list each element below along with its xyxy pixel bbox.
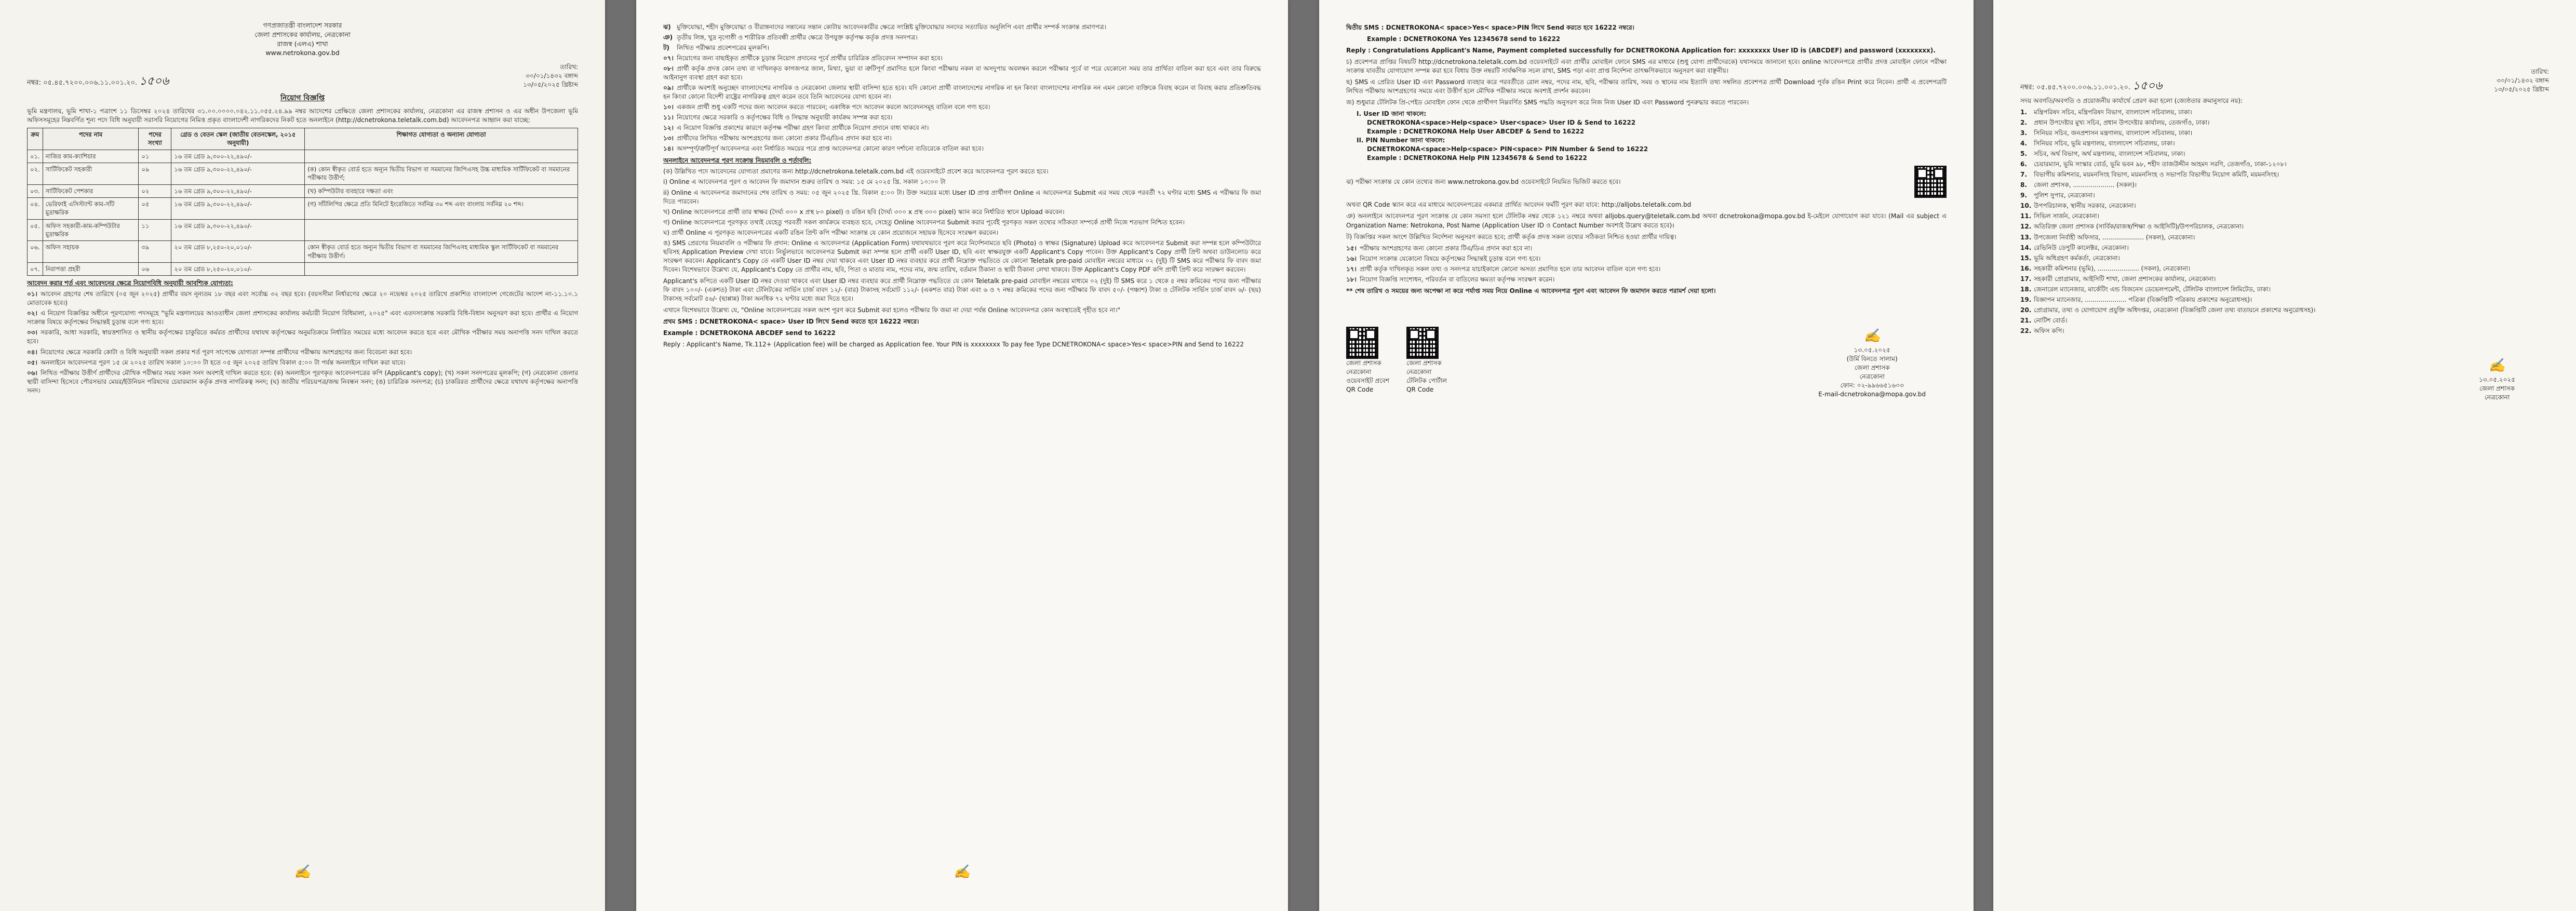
online-section-heading: অনলাইনে আবেদনপত্র পূরণ সংক্রান্ত নিয়মাবলি ও শর্তাবলি: bbox=[663, 157, 812, 165]
table-cell: ১১ bbox=[139, 219, 171, 241]
item-text: চেয়ারম্যান, ভূমি সংস্কার বোর্ড, ভূমি ভবন ৯৮, শহীদ তাজউদ্দীন আহমদ সরণি, তেজগাঁও, ঢাকা-১২০৮। bbox=[2034, 160, 2287, 168]
item-text: মন্ত্রিপরিষদ সচিব, মন্ত্রিপরিষদ বিভাগ, বাংলাদেশ সচিবালয়, ঢাকা। bbox=[2034, 109, 2192, 116]
sms1-instruction: প্রথম SMS : DCNETROKONA< space> User ID লিখে Send করতে হবে 16222 নম্বরে। bbox=[663, 317, 919, 325]
recovery-ii-label: II. PIN Number জানা থাকলে: bbox=[1357, 137, 1445, 144]
signature: ✍ bbox=[2488, 357, 2506, 373]
item-text: সরকারি, আধা সরকারি, স্বায়ত্তশাসিত ও স্থানীয় কর্তৃপক্ষের চাকুরিতে কর্মরত প্রার্থীদের যথাযথ কর্তৃপক্ষের অনুমতিক্রমে নির্ধারিত সময়ের মধ্যে আবেদন করতে হবে এবং মৌখিক পরীক্ষার সময় অনাপত্তি সনদ দাখিল করতে হবে। bbox=[27, 329, 578, 345]
document-page-1 bbox=[0, 0, 605, 911]
memo-number: নম্বর: ০৫.৪৫.৭২০০.০০৬.১১.০০১.২০. ১৫০৬ bbox=[2020, 79, 2163, 92]
rule-n: ঞ) অনলাইনে আবেদনপত্র পূরণ সংক্রান্ত যে কোন সমস্যা হলে টেলিটক নম্বর থেকে ১২১ নম্বরে অথবা alljobs.query@teletalk.com.bd অথবা dcnetrokona@mopa.gov.bd ই-মেইলে যোগাযোগ করা যাবে। (Mail এর subject এ Organization Name: Netrokona, Post Name (Application User ID ও Contact Number অবশ্যই উল্লেখ করতে হবে)। bbox=[1346, 212, 1947, 229]
list-item bbox=[27, 358, 578, 367]
list-item bbox=[2020, 118, 2549, 127]
list-item bbox=[2020, 264, 2549, 273]
table-header-cell: ক্রম bbox=[28, 128, 43, 150]
item-number: ১৭। bbox=[1346, 265, 1357, 273]
item-number: 1. bbox=[2020, 109, 2027, 116]
table-cell: ১৬ তম গ্রেড ৯,৩০০-২২,৪৯০/- bbox=[171, 184, 305, 197]
item-text: অনলাইনে আবেদনপত্র পূরণ ১৫ মে ২০২৫ তারিখ সকাল ১০:০০ টা হতে ০৫ জুন ২০২৫ তারিখ বিকাল ৫:০০ টা পর্যন্ত অনলাইনে দাখিল করা যাবে। bbox=[41, 358, 406, 366]
list-item: i) Online এ আবেদনপত্র পূরণ ও আবেদন ফি জমাদান শুরুর তারিখ ও সময়: ১৫ মে ২০২৫ খ্রি. সকাল ১০:০০ টা bbox=[663, 178, 946, 186]
signatory bbox=[2445, 356, 2549, 402]
item-text: এ নিয়োগ বিজ্ঞপ্তি প্রকাশের কারণে কর্তৃপক্ষ পরীক্ষা গ্রহণ কিংবা প্রার্থীকে নিয়োগ প্রদানে বাধ্য থাকবে না। bbox=[677, 124, 929, 132]
list-item: খ) Online আবেদনপত্রে প্রার্থী তার স্বাক্ষর (দৈর্ঘ্য ৩০০ x প্রস্থ ৮০ pixel) ও রঙিন ছবি (দৈর্ঘ্য ৩০০ x প্রস্থ ৩০০ pixel) স্ক্যান করে নির্ধারিত স্থানে Upload করবেন। bbox=[663, 208, 1065, 216]
table-cell: (ক) কোন স্বীকৃত বোর্ড হতে অন্যূন দ্বিতীয় বিভাগ বা সমমানের জিপিএসহ উচ্চ মাধ্যমিক সার্টিফিকেট বা সমমানের পরীক্ষায় উত্তীর্ণ; bbox=[305, 163, 578, 185]
date-block: তারিখ: ৩০/০১/১৪৩২ বঙ্গাব্দ ১৩/০৫/২০২৫ খ্রিষ্টাব্দ bbox=[523, 63, 578, 89]
item-text: জেলা প্রশাসক, ..................... (সকল)। bbox=[2034, 181, 2137, 189]
list-item bbox=[2020, 170, 2549, 179]
sms2-example: Example : DCNETROKONA Yes 12345678 send to 16222 bbox=[1367, 35, 1561, 43]
page-3-content bbox=[1346, 21, 1947, 399]
list-item bbox=[2020, 244, 2549, 252]
qr-code-icon bbox=[1914, 166, 1947, 198]
vacancy-table bbox=[27, 128, 578, 276]
conditions-list-cont bbox=[663, 23, 1261, 153]
conditions-list-end bbox=[1346, 244, 1947, 284]
item-text: প্রার্থীদের লিখিত পরীক্ষায় অংশগ্রহণের জন্য কোনো প্রকার টিএ/ডিএ প্রদান করা হবে না। bbox=[677, 135, 892, 142]
signature-date: ১৩.০৫.২০২৫ bbox=[2478, 376, 2515, 383]
qr-code-icon bbox=[1406, 327, 1439, 359]
item-number: 21. bbox=[2020, 316, 2032, 324]
page-1-content bbox=[27, 21, 578, 397]
item-text: প্রার্থীকে অবশ্যই অনুচ্ছেদ বাংলাদেশের নাগরিক ও নেত্রকোনা জেলার স্থায়ী বাসিন্দা হতে হবে। যদি কোনো প্রার্থী বাংলাদেশের নাগরিক না হন কিংবা বাংলাদেশের নাগরিক নন এমন কোনো ব্যক্তিকে বিবাহ করেন বা বিবাহ করার প্রতিশ্রুতিবদ্ধ হন কিংবা কোনো বিদেশী রাষ্ট্রের নাগরিকত্ব গ্রহণ করেন তবে তিনি আবেদনের যোগ্য হবেন না। bbox=[663, 84, 1261, 101]
item-number: 2. bbox=[2020, 119, 2027, 127]
table-cell: (খ) কম্পিউটার ব্যবহারে দক্ষতা এবং bbox=[305, 184, 578, 197]
qr-group bbox=[1346, 327, 1453, 399]
item-number: 12. bbox=[2020, 223, 2032, 231]
list-item bbox=[2020, 191, 2549, 200]
table-body bbox=[28, 150, 578, 276]
table-row bbox=[28, 163, 578, 185]
item-number: ১২। bbox=[663, 124, 674, 132]
item-text: নিয়োগ সংক্রান্ত যেকোনো বিষয়ে কর্তৃপক্ষের সিদ্ধান্তই চূড়ান্ত বলে গণ্য হবে। bbox=[1360, 254, 1541, 262]
list-item bbox=[2020, 254, 2549, 263]
sms2-reply: Reply : Congratulations Applicant's Name, Payment completed successfully for DCNETROKONA Application for: xxxxxxxx User ID is (ABCDEF) and password (xxxxxxxx). bbox=[1346, 47, 1936, 55]
item-number: ০৮। bbox=[663, 65, 674, 73]
item-number: ০৪। bbox=[27, 348, 37, 356]
signature: ✍ bbox=[1863, 328, 1881, 344]
list-item bbox=[2020, 296, 2549, 304]
list-item: ঘ) প্রার্থী Online এ পূরণকৃত আবেদনপত্রের একটি রঙিন প্রিন্ট কপি পরীক্ষা সংক্রান্ত যে কোন প্রয়োজনে সহায়ক হিসেবে সংরক্ষণ করবেন। bbox=[663, 229, 999, 236]
table-cell: ০২ bbox=[139, 184, 171, 197]
conditions-list bbox=[27, 290, 578, 395]
list-item bbox=[663, 64, 1261, 82]
item-text: মুক্তিযোদ্ধা, শহীদ মুক্তিযোদ্ধা ও বীরাঙ্গনাদের সন্তানের সন্তান কোটায় আবেদনকারীর ক্ষেত্রে সংশ্লিষ্ট মুক্তিযোদ্ধার সনদের সত্যায়িত অনুলিপি এবং প্রার্থীর সম্পর্ক সংক্রান্ত প্রমাণপত্র। bbox=[677, 23, 1106, 31]
list-item bbox=[663, 113, 1261, 122]
list-item bbox=[1346, 254, 1947, 263]
table-cell: ০৬. bbox=[28, 241, 43, 263]
table-header-cell: শিক্ষাগত যোগ্যতা ও অন্যান্য যোগ্যতা bbox=[305, 128, 578, 150]
document-page-4 bbox=[1993, 0, 2576, 911]
list-item bbox=[1346, 275, 1947, 284]
item-text: সচিব, অর্থ বিভাগ, অর্থ মন্ত্রণালয়, বাংলাদেশ সচিবালয়, ঢাকা। bbox=[2034, 150, 2185, 158]
list-item bbox=[27, 348, 578, 357]
page-4-content bbox=[2020, 68, 2549, 402]
item-number: ০৫। bbox=[27, 358, 37, 366]
qr-portal bbox=[1406, 327, 1453, 399]
office-name: জেলা প্রশাসকের কার্যালয়, নেত্রকোনা bbox=[254, 30, 351, 38]
signer-email: E-mail-dcnetrokona@mopa.gov.bd bbox=[1818, 390, 1926, 398]
list-item bbox=[2020, 108, 2549, 117]
signer-place: নেত্রকোনা bbox=[2484, 393, 2510, 401]
item-number: ১০। bbox=[663, 103, 674, 111]
date-block: তারিখ: ৩০/০১/১৪৩২ বঙ্গাব্দ ১৩/০৫/২০২৫ খ্রিষ্টাব্দ bbox=[2494, 68, 2549, 94]
table-cell: অফিস সহায়ক bbox=[43, 241, 139, 263]
table-cell: ২০ তম গ্রেড ৮,২৫০-২০,০১০/- bbox=[171, 262, 305, 275]
list-item bbox=[2020, 212, 2549, 221]
list-item bbox=[663, 23, 1261, 32]
table-header-cell: পদের সংখ্যা bbox=[139, 128, 171, 150]
table-cell: ১৬ তম গ্রেড ৯,৩০০-২২,৪৯০/- bbox=[171, 163, 305, 185]
recovery-ii-example: Example : DCNETROKONA Help PIN 12345678 & Send to 16222 bbox=[1367, 154, 1587, 162]
table-cell: ০৫. bbox=[28, 219, 43, 241]
table-cell: ০৯ bbox=[139, 163, 171, 185]
item-text: লিখিত পরীক্ষার প্রবেশপত্রের মূলকপি। bbox=[677, 44, 769, 52]
table-cell: ০৪. bbox=[28, 198, 43, 220]
letterhead bbox=[27, 21, 578, 58]
list-item bbox=[2020, 222, 2549, 231]
table-cell: ভেরিফাই এসিস্ট্যান্ট কাম-সাঁট মুদ্রাক্ষরিক bbox=[43, 198, 139, 220]
online-rules-list bbox=[663, 167, 1261, 274]
item-number: 17. bbox=[2020, 275, 2032, 283]
item-text: সহকারী প্রোগ্রামার, আইসিটি শাখা, জেলা প্রশাসকের কার্যালয়, নেত্রকোনা। bbox=[2034, 275, 2216, 283]
table-cell: ০১. bbox=[28, 150, 43, 163]
list-item bbox=[1346, 265, 1947, 274]
item-number: ১৪। bbox=[663, 145, 674, 153]
table-cell: কোন স্বীকৃত বোর্ড হতে অন্যূন দ্বিতীয় বিভাগ বা সমমানের জিপিএসহ মাধ্যমিক স্কুল সার্টিফিকেট বা সমমানের পরীক্ষায় উত্তীর্ণ। bbox=[305, 241, 578, 263]
rule-j: জ) শুধুমাত্র টেলিটক প্রি-পেইড মোবাইল ফোন থেকে প্রার্থীগণ নিম্নবর্ণিত SMS পদ্ধতি অনুসরণ করে নিজ নিজ User ID এবং Password পুনরুদ্ধার করতে পারবেন। bbox=[1346, 99, 1749, 106]
recovery-i-example: Example : DCNETROKONA Help User ABCDEF & Send to 16222 bbox=[1367, 128, 1585, 136]
item-number: ১৫। bbox=[1346, 244, 1357, 252]
item-text: অফিস কপি। bbox=[2034, 327, 2064, 334]
item-number: ১৩। bbox=[663, 135, 674, 142]
recovery-i-line: DCNETROKONA<space>Help<space> User<space> User ID & Send to 16222 bbox=[1367, 119, 1636, 127]
table-cell bbox=[305, 262, 578, 275]
qr-code-icon bbox=[1346, 327, 1378, 359]
item-number: ১৬। bbox=[1346, 254, 1357, 262]
list-item bbox=[663, 103, 1261, 112]
item-text: রেভিনিউ ডেপুটি কালেক্টর, নেত্রকোনা। bbox=[2034, 244, 2129, 251]
qr-label-2: জেলা প্রশাসক নেত্রকোনা টেলিটক পোর্টাল QR Code bbox=[1406, 359, 1447, 393]
list-item bbox=[663, 54, 1261, 63]
signature: ✍ bbox=[954, 864, 971, 880]
memo-handwritten-number: ১৫০৬ bbox=[2132, 79, 2163, 92]
list-item bbox=[2020, 275, 2549, 284]
footer-block bbox=[1346, 327, 1947, 399]
memo-number: নম্বর: ০৫.৪৫.৭২০০.০০৬.১১.০০১.২০. ১৫০৬ bbox=[27, 74, 169, 88]
list-item bbox=[2020, 306, 2549, 315]
table-row bbox=[28, 184, 578, 197]
table-cell: অফিস সহকারী-কাম-কম্পিউটার মুদ্রাক্ষরিক bbox=[43, 219, 139, 241]
list-item bbox=[2020, 160, 2549, 169]
item-text: সিনিয়র সচিব, ভূমি মন্ত্রণালয়, বাংলাদেশ সচিবালয়, ঢাকা। bbox=[2034, 140, 2175, 148]
qr-row bbox=[1346, 166, 1947, 198]
list-item bbox=[27, 309, 578, 327]
item-number: 5. bbox=[2020, 150, 2027, 158]
signature-date: ১৩.০৫.২০২৫ bbox=[1854, 346, 1890, 354]
item-number: ঞ) bbox=[663, 34, 673, 42]
item-text: নিয়োগের ক্ষেত্রে সরকারি কোটা ও বিধি অনুযায়ী সকল প্রকার শর্ত পূরণ সাপেক্ষে যোগ্যতা সম্পন্ন প্রার্থীদের পরীক্ষায় অংশগ্রহণের জন্য বিবেচনা করা হবে। bbox=[41, 348, 412, 356]
item-number: ১৮। bbox=[1346, 275, 1357, 283]
document-page-3 bbox=[1319, 0, 1974, 911]
table-cell: ৩৯ bbox=[139, 241, 171, 263]
table-cell: ০৫ bbox=[139, 198, 171, 220]
list-item bbox=[663, 134, 1261, 143]
item-number: 22. bbox=[2020, 327, 2032, 334]
table-header-cell: পদের নাম bbox=[43, 128, 139, 150]
qr-note: অথবা QR Code স্ক্যান করে এর মাধ্যমে আবেদনপত্রের একমাত্র প্রার্থিত আবেদন ফর্মটি পূরণ করা যাবে: http://alljobs.teletalk.com.bd bbox=[1346, 201, 1692, 209]
list-item bbox=[27, 290, 578, 307]
table-cell: ০২. bbox=[28, 163, 43, 185]
date-bangla: ৩০/০১/১৪৩২ বঙ্গাব্দ bbox=[526, 72, 578, 80]
list-item bbox=[2020, 129, 2549, 138]
distribution-list bbox=[2020, 108, 2549, 336]
item-text: অসম্পূর্ণ/ত্রুটিপূর্ণ আবেদনপত্র এবং নির্ধারিত সময়ের পরে প্রাপ্ত আবেদনপত্র কোনো কারণ দর্শানো ব্যতিরেকে বাতিল করা হবে। bbox=[677, 145, 984, 153]
list-item: (ক) উল্লিখিত পদে আবেদনের যোগ্যতা প্রমাণের জন্য http://dcnetrokona.teletalk.com.bd এই ওয়েবসাইটে প্রবেশ করে আবেদনপত্র পূরণ করতে হবে। bbox=[663, 168, 1049, 176]
sms1-example: Example : DCNETROKONA ABCDEF send to 16222 bbox=[663, 329, 836, 337]
item-number: 4. bbox=[2020, 140, 2027, 148]
table-cell: সার্টিফিকেট সহকারী bbox=[43, 163, 139, 185]
item-number: 10. bbox=[2020, 202, 2032, 210]
rule-ch: ছ) SMS এ প্রেরিত User ID এবং Password ব্যবহার করে পরবর্তীতে রোল নম্বর, পদের নাম, ছবি, পরীক্ষার তারিখ, সময় ও স্থানের নাম ইত্যাদি তথ্য সম্বলিত প্রবেশপত্র প্রার্থী Download পূর্বক রঙিন Print করে নিবেন। প্রার্থী এ প্রবেশপত্রটি লিখিত পরীক্ষায় অংশগ্রহণের সময়ে এবং উত্তীর্ণ হলে মৌখিক পরীক্ষার সময়ে অবশ্যই প্রদর্শন করবেন। bbox=[1346, 78, 1947, 95]
table-row bbox=[28, 241, 578, 263]
table-header-cell: গ্রেড ও বেতন স্কেল (জাতীয় বেতনস্কেল, ২০১৫ অনুযায়ী) bbox=[171, 128, 305, 150]
item-text: তৃতীয় লিঙ্গ, খুদ্র নৃগোষ্ঠী ও শারীরিক প্রতিবন্ধী প্রার্থীর ক্ষেত্রে উপযুক্ত কর্তৃপক্ষ কর্তৃক প্রদত্ত সনদপত্র। bbox=[677, 34, 918, 42]
item-number: 14. bbox=[2020, 244, 2032, 251]
item-number: ০৬। bbox=[27, 369, 37, 377]
memo-row bbox=[27, 63, 578, 89]
branch-name: রাজস্ব (এলএ) শাখা bbox=[277, 39, 328, 48]
recovery-ii-line: DCNETROKONA<space>Help<space> PIN<space> PIN Number & Send to 16222 bbox=[1367, 145, 1648, 153]
list-item bbox=[2020, 316, 2549, 325]
date-bangla: ৩০/০১/১৪৩২ বঙ্গাব্দ bbox=[2497, 77, 2549, 85]
item-number: ঝ) bbox=[663, 23, 671, 31]
list-item bbox=[2020, 139, 2549, 148]
item-number: 13. bbox=[2020, 233, 2032, 241]
list-item bbox=[663, 44, 1261, 52]
document-page-2 bbox=[636, 0, 1288, 911]
rule-jh: ঝ) পরীক্ষা সংক্রান্ত যে কোন তথ্যের জন্য www.netrokona.gov.bd ওয়েবসাইটে নিয়মিত ভিজিট করতে হবে। bbox=[1346, 178, 1621, 185]
page-title: নিয়োগ বিজ্ঞপ্তি bbox=[280, 94, 325, 103]
item-number: ০১। bbox=[27, 290, 37, 298]
item-text: নোটিশ বোর্ড। bbox=[2034, 316, 2068, 324]
item-number: 3. bbox=[2020, 129, 2027, 137]
gov-name: গণপ্রজাতন্ত্রী বাংলাদেশ সরকার bbox=[263, 21, 342, 29]
item-number: ০৭। bbox=[663, 55, 674, 62]
item-number: 8. bbox=[2020, 181, 2027, 189]
page-2-content bbox=[663, 21, 1261, 352]
list-item bbox=[27, 369, 578, 395]
date-english: ১৩/০৫/২০২৫ খ্রিষ্টাব্দ bbox=[523, 81, 578, 89]
list-item: গ) Online আবেদনপত্রে পূরণকৃত তথ্যই যেহেতু পরবর্তী সকল কার্যক্রমে ব্যবহৃত হবে, সেহেতু Online আবেদনপত্র Submit করার পূর্বেই পূরণকৃত সকল তথ্যের সঠিকতা সম্পর্কে প্রার্থী নিজে শতভাগ নিশ্চিত হবেন। bbox=[663, 218, 1185, 226]
item-text: অতিরিক্ত জেলা প্রশাসক (সার্বিক/রাজস্ব/শিক্ষা ও আইসিটি)/উপপরিচালক, নেত্রকোনা। bbox=[2034, 223, 2244, 231]
signer-phone: ফোন: ০২-৯৯৬৬৫১৬০৩ bbox=[1840, 381, 1904, 389]
list-item: ঙ) SMS প্রেরণের নিয়মাবলি ও পরীক্ষার ফি প্রদান: Online এ আবেদনপত্র (Application Form) যথাযথভাবে পূরণ করে নির্দেশনামতে ছবি (Photo) ও স্বাক্ষর (Signature) Upload করে আবেদনপত্র Submit করা সম্পন্ন হলে কম্পিউটারে ছবিসহ Application Preview দেখা যাবে। নির্ভুলভাবে আবেদনপত্র Submit করা সম্পন্ন হলে প্রার্থী একটি User ID, ছবি এবং স্বাক্ষরযুক্ত একটি Applicant's Copy পাবেন। উক্ত Applicant's Copy প্রার্থী প্রিন্ট অথবা ডাউনলোড করে সংরক্ষণ করবেন। Applicant's Copy তে একটি User ID নম্বর দেয়া থাকবে এবং User ID নম্বর ব্যবহার করে প্রার্থী নিম্নোক্ত পদ্ধতিতে যে কোনো Teletalk pre-paid মোবাইল নম্বরের মাধ্যমে ০২ (দুই) টি SMS করে পরীক্ষার ফি বাবদ জমা দিবেন। বিশেষভাবে উল্লেখ্য যে, Applicant's Copy তে প্রার্থীর নাম, ছবি, পিতা ও মাতার নাম, পদের নাম, জন্ম তারিখ, বর্তমান ঠিকানা ও স্থায়ী ঠিকানা লেখা থাকবে। উক্ত Applicant's Copy PDF কপি প্রার্থী প্রিন্ট করে সংরক্ষণ করবেন। bbox=[663, 239, 1261, 273]
signer-title: জেলা প্রশাসক bbox=[2479, 384, 2515, 392]
list-item bbox=[2020, 285, 2549, 294]
note-paragraph: এখানে বিশেষভাবে উল্লেখ্য যে, "Online আবেদনপত্রের সকল অংশ পূরণ করে Submit করা হলেও পরীক্ষার ফি জমা না দেয়া পর্যন্ত Online আবেদনপত্র কোন অবস্থাতেই গৃহীত হবে না।" bbox=[663, 306, 1121, 314]
table-row bbox=[28, 198, 578, 220]
item-text: সহকারী কমিশনার (ভূমি), ..................... (সকল), নেত্রকোনা। bbox=[2034, 264, 2191, 272]
table-cell: ০৭. bbox=[28, 262, 43, 275]
item-number: ০২। bbox=[27, 310, 37, 317]
item-text: আবেদন গ্রহণের শেষ তারিখে (০৫ জুন ২০২৫) প্রার্থীর বয়স নূন্যতম ১৮ বছর এবং সর্বোচ্চ ৩২ বছর হবে। (বয়সসীমা নির্ধারণের ক্ষেত্রে ২০ নভেম্বর ২০২৫ তারিখে প্রকাশিত বাংলাদেশ গেজেটের আদেশ নং-১১.১০.১ মোতাবেক হবে।) bbox=[27, 290, 578, 307]
item-text: উপজেলা নির্বাহী অফিসার, ..................... (সকল), নেত্রকোনা। bbox=[2034, 233, 2195, 241]
qr-label-1: জেলা প্রশাসক নেত্রকোনা ওয়েবসাইট প্রবেশ QR Code bbox=[1346, 359, 1389, 393]
item-text: প্রোগ্রামার, তথ্য ও যোগাযোগ প্রযুক্তি অধিদপ্তর, নেত্রকোনা (বিজ্ঞপ্তিটি জেলা তথ্য বাতায়নে প্রকাশের অনুরোধসহ)। bbox=[2034, 306, 2316, 314]
item-text: প্রার্থী কর্তৃক দাখিলকৃত সকল তথ্য ও সনদপত্র যাচাইকালে কোনো অসত্য প্রমাণিত হলে তার আবেদন বাতিল বলে গণ্য হবে। bbox=[1360, 265, 1661, 273]
item-number: 20. bbox=[2020, 306, 2032, 314]
table-cell: ০৩. bbox=[28, 184, 43, 197]
table-row bbox=[28, 150, 578, 163]
item-number: ১১। bbox=[663, 114, 674, 122]
list-item bbox=[2020, 150, 2549, 158]
table-cell: (গ) সাঁটলিপির ক্ষেত্রে প্রতি মিনিটে ইংরেজিতে সর্বনিম্ন ৩০ শব্দ এবং বাংলায় সর্বনিম্ন ২০ শব্দ। bbox=[305, 198, 578, 220]
item-number: ট) bbox=[663, 44, 670, 52]
list-item: ii) Online এ আবেদনপত্র জমাদানের শেষ তারিখ ও সময়: ০৫ জুন ২০২৫ খ্রি. বিকাল ৫:০০ টা। উক্ত সময়ের মধ্যে User ID প্রাপ্ত প্রার্থীগণ Online এ আবেদনপত্র Submit এর সময় থেকে পরবর্তী ৭২ ঘণ্টার মধ্যে SMS এ পরীক্ষার ফি জমা দিতে পারবেন। bbox=[663, 189, 1261, 205]
item-number: 9. bbox=[2020, 192, 2027, 199]
sms2-instruction: দ্বিতীয় SMS : DCNETROKONA< space>Yes< space>PIN লিখে Send করতে হবে 16222 নম্বরে। bbox=[1346, 24, 1634, 31]
table-cell: ১৬ তম গ্রেড ৯,৩০০-২২,৪৯০/- bbox=[171, 150, 305, 163]
signature: ✍ bbox=[294, 864, 311, 880]
list-item bbox=[2020, 327, 2549, 336]
website: www.netrokona.gov.bd bbox=[265, 49, 340, 57]
table-row bbox=[28, 262, 578, 275]
item-number: 19. bbox=[2020, 296, 2032, 303]
signer-name: (উর্মি বিনতে সালাম) bbox=[1846, 355, 1898, 363]
item-number: 6. bbox=[2020, 160, 2027, 168]
item-number: ০৩। bbox=[27, 329, 37, 337]
table-cell: ২০ তম গ্রেড ৮,২৫০-২০,০১০/- bbox=[171, 241, 305, 263]
distribution-lead: সদয় অবগতি/অবগতি ও প্রয়োজনীয় কার্যার্থে প্রেরণ করা হলো (জ্যেষ্ঠতার ক্রমানুসারে নয়): bbox=[2020, 97, 2243, 105]
item-text: লিখিত পরীক্ষায় উত্তীর্ণ প্রার্থীদের মৌখিক পরীক্ষার সময় সকল সনদ অবশ্যই দাখিল করতে হবে: (ক) অনলাইনে পূরণকৃত আবেদনপত্রের কপি (Applicant's copy); (খ) সকল সনদপত্রের মূলকপি; (গ) নেত্রকোনা জেলার স্থায়ী বাসিন্দা হিসেবে পৌরসভার মেয়র/ইউনিয়ন পরিষদের চেয়ারম্যান কর্তৃক প্রদত্ত নাগরিকত্ব সনদ; (ঘ) জাতীয় পরিচয়পত্র/জন্ম নিবন্ধন সনদ; (ঙ) চারিত্রিক সনদপত্র; (চ) চাকরিরত প্রার্থীদের ক্ষেত্রে যথাযথ কর্তৃপক্ষের অনাপত্তি সনদ। bbox=[27, 369, 578, 394]
item-text: প্রার্থী কর্তৃক প্রদত্ত কোন তথ্য বা দাখিলকৃত কাগজপত্র জাল, মিথ্যা, ভুয়া বা ত্রুটিপূর্ণ প্রমাণিত হলে কিংবা পরীক্ষায় নকল বা অসদুপায় অবলম্বন করলে পরীক্ষার পূর্বে বা পরে যেকোনো সময় তার প্রার্থিতা বাতিল করা হবে এবং তার বিরুদ্ধে আইনানুগ ব্যবস্থা গ্রহণ করা হবে। bbox=[663, 65, 1261, 82]
item-number: 15. bbox=[2020, 254, 2032, 262]
item-text: প্রধান উপদেষ্টার মুখ্য সচিব, প্রধান উপদেষ্টার কার্যালয়, তেজগাঁও, ঢাকা। bbox=[2034, 119, 2210, 127]
item-text: এ নিয়োগ বিজ্ঞপ্তির অধীনে পূরণযোগ্য পদসমূহে "ভূমি মন্ত্রণালয়ের আওতাধীন জেলা প্রশাসকের কার্যালয় কর্মচারী নিয়োগ বিধিমালা, ২০২৫" এবং এতদসংক্রান্ত সরকারি বিধি-বিধান অনুসরণ করা হবে। প্রার্থীর এ নিয়োগ সংক্রান্ত বিষয়ে কর্তৃপক্ষের সিদ্ধান্তই চূড়ান্ত বলে গণ্য হবে। bbox=[27, 310, 578, 326]
intro-paragraph: ভূমি মন্ত্রণালয়, ভূমি শাখা-১ পত্রাংশ ১১ ডিসেম্বর ২০২৪ তারিখের ৩১.০০.০০০০.০৪২.১১.০৫৫.২৪.৯৯ নম্বর আদেশের প্রেক্ষিতে জেলা প্রশাসকের কার্যালয়, নেত্রকোনা এর রাজস্ব প্রশাসন ও এর অধীন উপজেলা ভূমি অফিসসমূহের নিম্নবর্ণিত শূন্য পদে বিধি অনুযায়ী সরাসরি নিয়োগের নিমিত্ত প্রকৃত বাংলাদেশী নাগরিকদের নিকট হতে অনলাইনে (http://dcnetrokona.teletalk.com.bd) আবেদনপত্র আহ্বান করা যাচ্ছে: bbox=[27, 107, 578, 124]
table-cell: সার্টিফিকেট পেশকার bbox=[43, 184, 139, 197]
signatory bbox=[1818, 327, 1926, 399]
table-cell: নিরাপত্তা প্রহরী bbox=[43, 262, 139, 275]
signer-place: নেত্রকোনা bbox=[1859, 372, 1885, 380]
table-row bbox=[28, 219, 578, 241]
list-item bbox=[2020, 233, 2549, 242]
item-number: 11. bbox=[2020, 212, 2032, 220]
list-item bbox=[27, 328, 578, 346]
date-english: ১৩/০৫/২০২৫ খ্রিষ্টাব্দ bbox=[2494, 86, 2549, 93]
item-text: বিভাগীয় কমিশনার, ময়মনসিংহ বিভাগ, ময়মনসিংহ ও সভাপতি বিভাগীয় নিয়োগ কমিটি, ময়মনসিংহ। bbox=[2034, 171, 2279, 179]
item-text: সিনিয়র সচিব, জনপ্রশাসন মন্ত্রণালয়, বাংলাদেশ সচিবালয়, ঢাকা। bbox=[2034, 129, 2193, 137]
item-text: উপপরিচালক, স্থানীয় সরকার, নেত্রকোনা। bbox=[2034, 202, 2136, 210]
list-item bbox=[2020, 202, 2549, 210]
item-text: পরীক্ষায় অংশগ্রহণের জন্য কোনো প্রকার টিএ/ডিএ প্রদান করা হবে না। bbox=[1360, 244, 1533, 252]
recovery-i-label: I. User ID জানা থাকলে: bbox=[1357, 110, 1427, 118]
table-cell bbox=[305, 219, 578, 241]
table-header-row bbox=[28, 128, 578, 150]
table-cell: নাজির কাম-ক্যাশিয়ার bbox=[43, 150, 139, 163]
rule-t: ট) বিজ্ঞপ্তির সকল অংশে উল্লিখিত নির্দেশনা অনুসরণ করতে হবে; প্রার্থী কর্তৃক প্রদত্ত সকল তথ্যের সঠিকতা নিশ্চিত হওয়া প্রার্থীর দায়িত্ব। bbox=[1346, 233, 1676, 240]
list-item bbox=[663, 124, 1261, 132]
list-item bbox=[663, 144, 1261, 153]
item-number: ০৯। bbox=[663, 84, 674, 92]
list-item bbox=[663, 84, 1261, 101]
item-number: 7. bbox=[2020, 171, 2027, 179]
list-item bbox=[663, 33, 1261, 42]
item-text: নিয়োগ বিজ্ঞপ্তি সংশোধন, পরিবর্তন বা বাতিলের ক্ষমতা কর্তৃপক্ষ সংরক্ষণ করেন। bbox=[1360, 275, 1555, 283]
item-text: সিভিল সার্জন, নেত্রকোনা। bbox=[2034, 212, 2099, 220]
sms1-reply: Reply : Applicant's Name, Tk.112+ (Application fee) will be charged as Application fee. Your PIN is xxxxxxxx To pay fee Type DCNETROKONA< space>Yes< space>PIN and Send to 16222 bbox=[663, 340, 1244, 348]
table-cell: ১৬ তম গ্রেড ৯,৩০০-২২,৪৯০/- bbox=[171, 198, 305, 220]
item-text: একজন প্রার্থী শুধু একটি পদের জন্য আবেদন করতে পারবেন; একাধিক পদে আবেদন করলে আবেদনসমূহ বাতিল বলে গণ্য হবে। bbox=[677, 103, 990, 111]
fee-paragraph: Applicant's কপিতে একটি User ID নম্বর দেওয়া থাকবে এবং User ID নম্বর ব্যবহার করে প্রার্থী নিম্নোক্ত পদ্ধতিতে যে কোন Teletalk pre-paid মোবাইল নম্বরের মাধ্যমে ০২ (দুই) টি SMS করে ১ থেকে ৫ নম্বর ক্রমিকের পদের জন্য পরীক্ষার ফি বাবদ ১০০/- (একশত) টাকা এবং টেলিটকের সার্ভিস চার্জ বাবদ ১২/- (বার) টাকাসহ সর্বমোট ১১২/- (একশত বার) টাকা এবং ৬ ও ৭ নম্বর ক্রমিকের পদের জন্য পরীক্ষার ফি বাবদ ৫০/- (পঞ্চাশ) টাকা ও টেলিটক সার্ভিস চার্জ বাবদ ৬/- (ছয়) টাকাসহ সর্বমোট ৫৬/- (ছাপ্পান্ন) টাকা অনধিক ৭২ ঘণ্টার মধ্যে জমা দিতে হবে। bbox=[663, 277, 1261, 302]
list-item bbox=[1346, 244, 1947, 253]
final-advice: ** শেষ তারিখ ও সময়ের জন্য অপেক্ষা না করে পর্যাপ্ত সময় নিয়ে Online এ আবেদনপত্র পূরণ এবং আবেদন ফি জমাদান করতে পরামর্শ দেয়া হলো। bbox=[1346, 287, 1716, 294]
memo-handwritten-number: ১৫০৬ bbox=[139, 74, 169, 88]
item-text: ভূমি অধিগ্রহণ কর্মকর্তা, নেত্রকোনা। bbox=[2034, 254, 2120, 262]
signer-title: জেলা প্রশাসক bbox=[1854, 364, 1890, 371]
table-cell: ০১ bbox=[139, 150, 171, 163]
conditions-heading: আবেদন করার শর্ত এবং আবেদনের ক্ষেত্রে নিয়োগবিধি অনুযায়ী আবশ্যিক যোগ্যতা: bbox=[27, 279, 233, 287]
table-cell: ১৬ তম গ্রেড ৯,৩০০-২২,৪৯০/- bbox=[171, 219, 305, 241]
rule-c: চ) প্রবেশপত্র প্রাপ্তির বিষয়টি http://dcnetrokona.teletalk.com.bd ওয়েবসাইটে এবং প্রার্থীর মোবাইল ফোনে SMS এর মাধ্যমে (শুধু যোগ্য প্রার্থীদেরকে) যথাসময়ে জানানো হবে। online আবেদনপত্রে প্রার্থীর প্রদত্ত মোবাইল ফোনে পরীক্ষা সংক্রান্ত যাবতীয় যোগাযোগ সম্পন্ন করা হবে বিধায় উক্ত নম্বরটি সার্বক্ষণিক সচল রাখা, SMS পড়া এবং প্রাপ্ত নির্দেশনা তাৎক্ষণিকভাবে অনুসরণ করা বাঞ্ছনীয়। bbox=[1346, 58, 1947, 75]
item-number: 18. bbox=[2020, 285, 2032, 293]
qr-website bbox=[1346, 327, 1393, 399]
memo-row bbox=[2020, 68, 2549, 94]
item-text: নিয়োগের জন্য বাছাইকৃত প্রার্থীকে চূড়ান্ত নিয়োগ প্রদানের পূর্বে প্রার্থীর চারিত্রিক প্রতিবেদন সম্পাদন করা হবে। bbox=[677, 55, 943, 62]
item-number: 16. bbox=[2020, 264, 2032, 272]
table-cell bbox=[305, 150, 578, 163]
item-text: বিজ্ঞাপন ম্যানেজার, ..................... পত্রিকা (বিজ্ঞপ্তিটি পত্রিকায় প্রকাশের অনুরোধসহ)। bbox=[2034, 296, 2252, 303]
table-cell: ০৬ bbox=[139, 262, 171, 275]
item-text: পুলিশ সুপার, নেত্রকোনা। bbox=[2034, 192, 2095, 199]
item-text: নিয়োগের ক্ষেত্রে সরকারি ও কর্তৃপক্ষের বিধি ও সিদ্ধান্ত অনুযায়ী কার্যক্রম সম্পন্ন করা হবে। bbox=[677, 114, 893, 122]
item-text: জেনারেল ম্যানেজার, মার্কেটিং এন্ড বিজনেস ডেভেলপমেন্ট, টেলিটক বাংলাদেশ লিমিটেড, ঢাকা। bbox=[2034, 285, 2271, 293]
list-item bbox=[2020, 181, 2549, 190]
